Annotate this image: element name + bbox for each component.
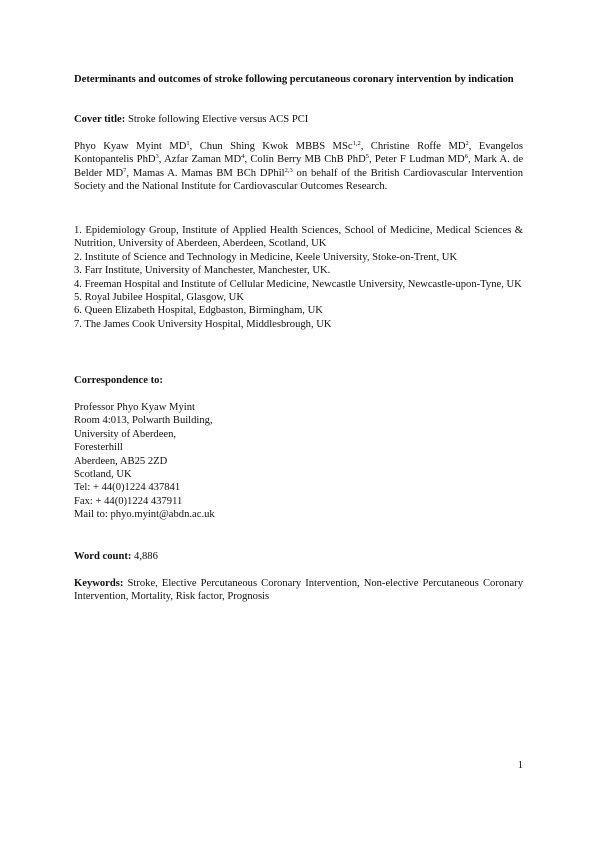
author-affiliation-sup: 4	[241, 153, 245, 161]
keywords	[74, 577, 523, 604]
author-affiliation-sup: 6	[464, 153, 468, 161]
cover-title-label: Cover title:	[74, 114, 126, 125]
author	[371, 141, 479, 152]
word-count	[74, 550, 523, 563]
affiliation-item: 2. Institute of Science and Technology in Medicine, Keele University, Stoke-on-Trent, UK	[74, 251, 458, 263]
author-list	[74, 140, 523, 194]
affiliation-item: 6. Queen Elizabeth Hospital, Edgbaston, Birmingham, UK	[74, 305, 323, 317]
author-separator: ,	[126, 167, 133, 179]
author-name: Mamas A. Mamas BM BCh DPhil	[132, 167, 285, 179]
author	[250, 154, 375, 165]
author-name: Christine Roffe MD	[370, 141, 466, 152]
author-separator: ,	[189, 141, 200, 152]
address-line: Tel: + 44(0)1224 437841	[74, 482, 181, 494]
affiliation-item: 7. The James Cook University Hospital, Middlesbrough, UK	[74, 318, 332, 330]
author-separator: ,	[369, 154, 375, 166]
correspondence-address	[74, 401, 523, 522]
author-name: Azfar Zaman MD	[164, 154, 242, 166]
affiliation-item: 4. Freeman Hospital and Institute of Cellular Medicine, Newcastle University, Newcastle-upon-Tyne, UK	[74, 278, 522, 290]
author	[375, 154, 474, 165]
author-separator: ,	[468, 141, 479, 152]
affiliation-item: 1. Epidemiology Group, Institute of Applied Health Sciences, School of Medicine, Medical Sciences & Nutrition, University of Aberdeen, Aberdeen, Scotland, UK	[74, 225, 523, 250]
keywords-label: Keywords:	[74, 578, 124, 589]
author	[74, 141, 200, 152]
author	[200, 141, 371, 152]
author-separator: ,	[360, 141, 371, 152]
author-affiliation-sup: 2,3	[284, 166, 293, 174]
author-name: Mark A. de Belder MD	[74, 154, 524, 179]
keywords-text: Stroke, Elective Percutaneous Coronary Intervention, Non-elective Percutaneous Coronary Intervention, Mortality, Risk factor, Prognosis	[74, 578, 523, 603]
author-name: Peter F Ludman MD	[374, 154, 465, 166]
author-separator: ,	[158, 154, 165, 166]
paper-title: Determinants and outcomes of stroke following percutaneous coronary intervention by indication	[74, 74, 514, 85]
author-name: Evangelos Kontopantelis PhD	[74, 141, 523, 166]
address-line: Room 4:013, Polwarth Building,	[74, 415, 213, 427]
author	[164, 154, 250, 165]
cover-title-text: Stroke following Elective versus ACS PCI	[127, 114, 309, 125]
author-separator: ,	[467, 154, 474, 166]
author-separator: ,	[244, 154, 251, 166]
author-name: Phyo Kyaw Myint MD	[74, 141, 187, 152]
address-line: Aberdeen, AB25 2ZD	[74, 455, 168, 467]
author-affiliation-sup: 7	[123, 166, 127, 174]
affiliation-item: 5. Royal Jubilee Hospital, Glasgow, UK	[74, 292, 244, 304]
author-affiliation-sup: 1,2	[352, 140, 361, 147]
word-count-label: Word count:	[74, 551, 132, 562]
author-affiliation-sup: 1	[186, 140, 190, 147]
page-number: 1	[517, 760, 523, 771]
author	[133, 168, 293, 179]
author-affiliation-sup: 5	[365, 153, 370, 161]
correspondence-heading: Correspondence to:	[74, 375, 163, 386]
email-line: Mail to: phyo.myint@abdn.ac.uk	[74, 509, 215, 521]
affiliations	[74, 224, 523, 331]
word-count-value: 4,886	[134, 551, 158, 562]
author-name: Chun Shing Kwok MBBS MSc	[199, 141, 353, 152]
cover-title	[74, 113, 523, 126]
author-affiliation-sup: 2	[465, 140, 469, 147]
address-line: University of Aberdeen,	[74, 428, 177, 440]
address-line: Scotland, UK	[74, 469, 132, 481]
address-line: Fax: + 44(0)1224 437911	[74, 495, 183, 507]
address-line: Professor Phyo Kyaw Myint	[74, 402, 195, 413]
address-line: Foresterhill	[74, 442, 123, 454]
author-affiliation-sup: 3	[155, 153, 159, 161]
authors-tail: on behalf of the British Cardiovascular Intervention Society and the National Institute for Cardiovascular Outcomes Research.	[74, 167, 523, 193]
affiliation-item: 3. Farr Institute, University of Manchester, Manchester, UK.	[74, 265, 331, 277]
author-name: Colin Berry MB ChB PhD	[250, 154, 366, 166]
